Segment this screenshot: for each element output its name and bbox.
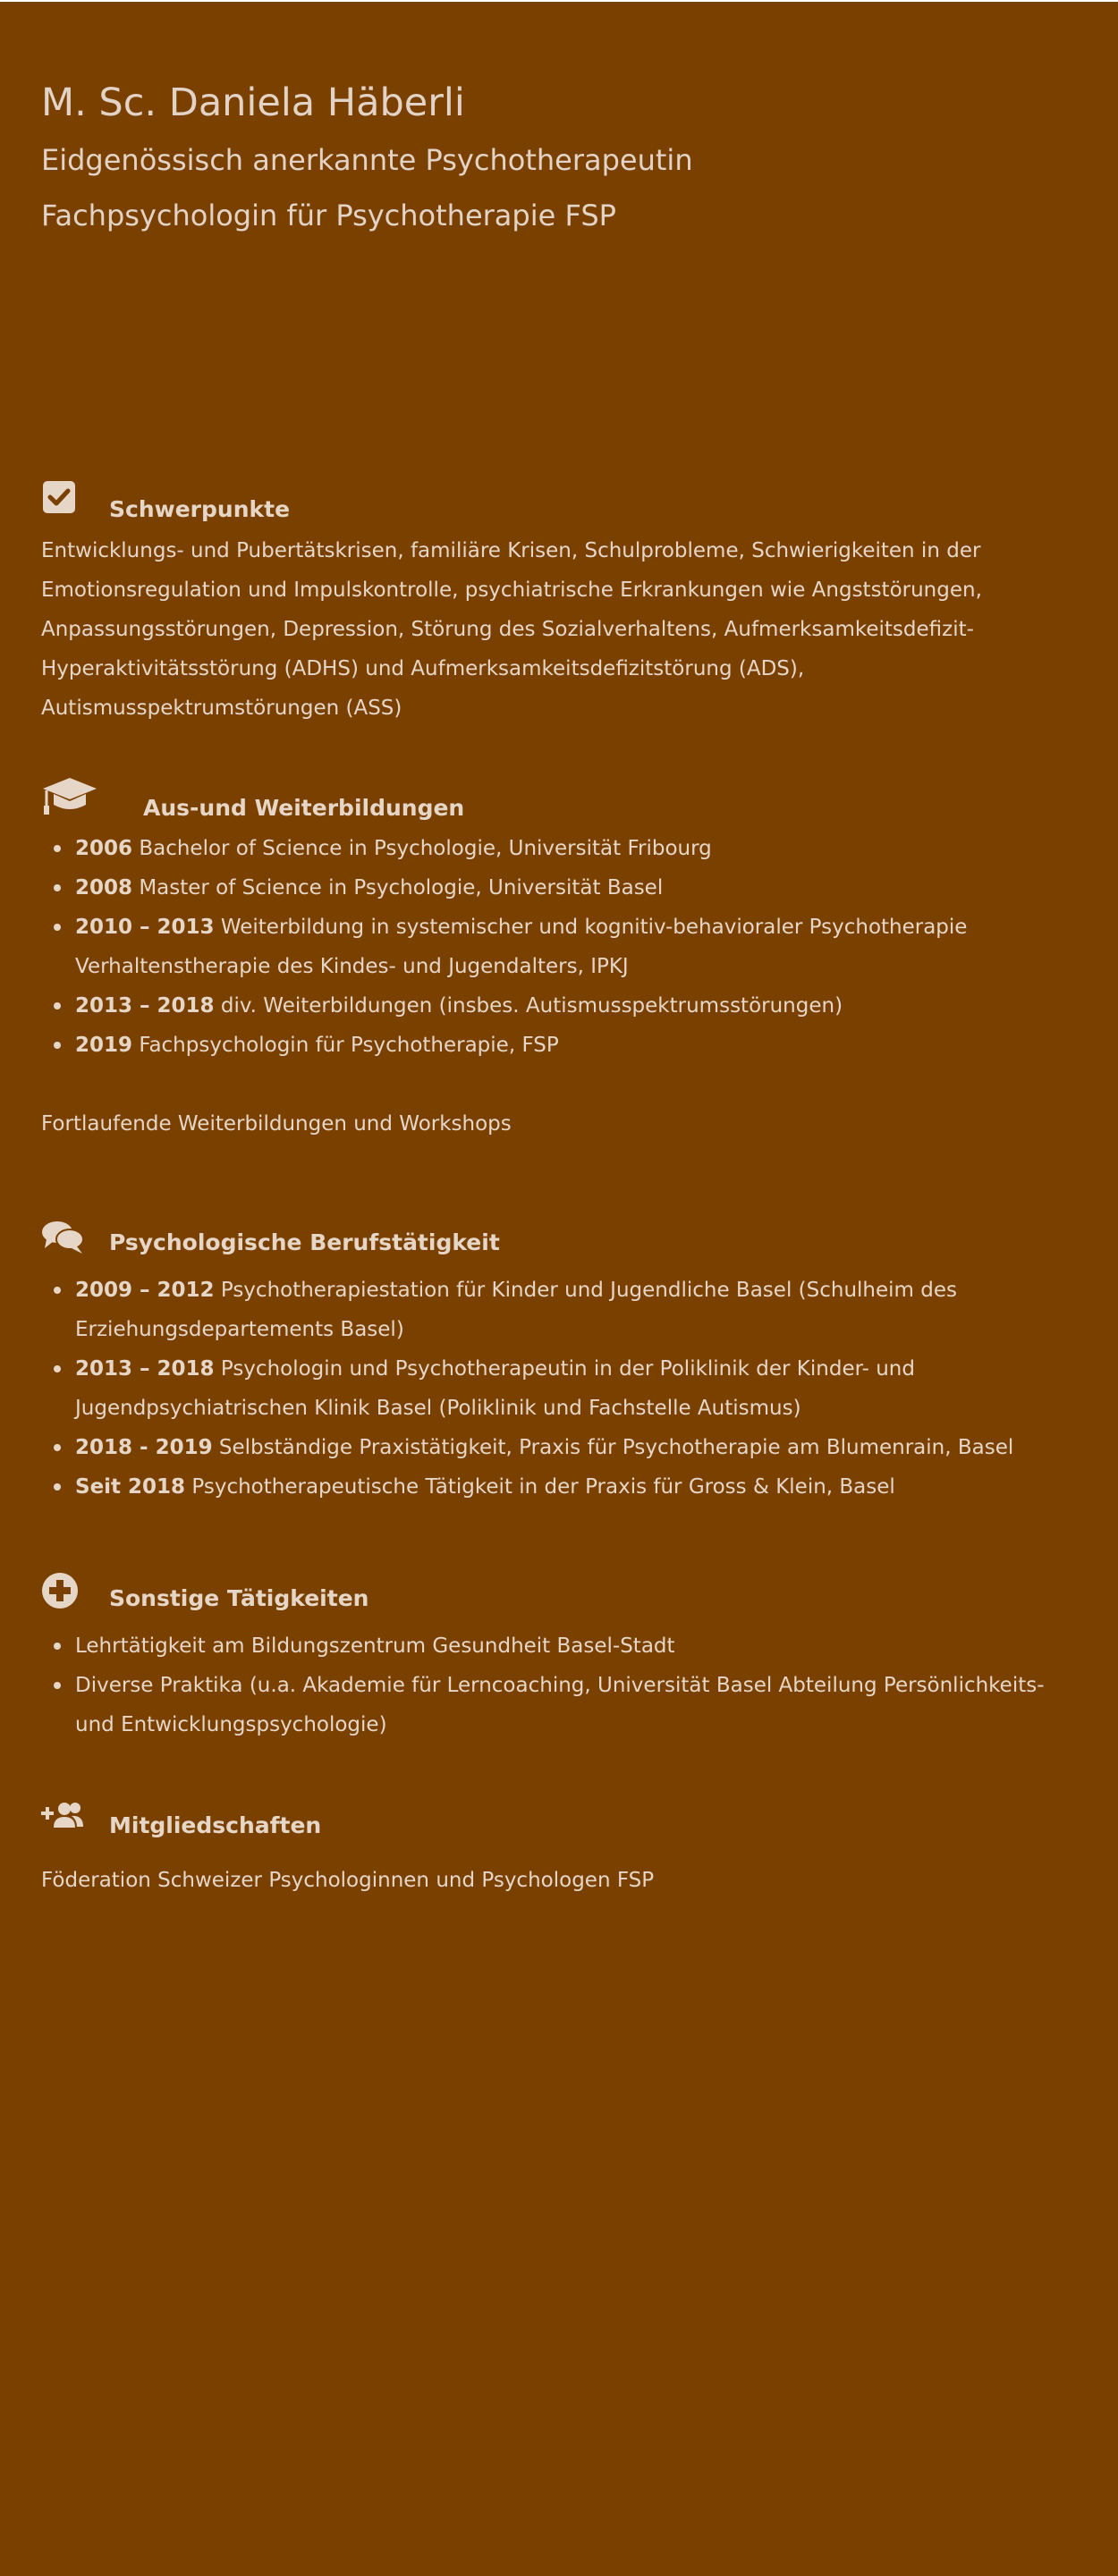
section-beruf — [41, 1220, 1079, 1507]
section-schwerpunkte — [41, 479, 1079, 728]
section-header — [41, 776, 1079, 821]
list-item — [75, 1026, 1079, 1065]
graduation-cap-icon — [41, 776, 98, 817]
list-item — [75, 1349, 1079, 1428]
ausbildung-footer: Fortlaufende Weiterbildungen und Workshops — [41, 1112, 512, 1136]
item-year: Seit 2018 — [75, 1475, 186, 1499]
profile-header — [41, 77, 1070, 234]
sonstige-list — [41, 1626, 1079, 1744]
list-item — [75, 1428, 1079, 1467]
item-year: 2008 — [75, 876, 133, 899]
section-title: Psychologische Berufstätigkeit — [109, 1229, 500, 1255]
chat-bubbles-icon — [41, 1220, 84, 1255]
section-header — [41, 479, 1079, 524]
list-item — [75, 986, 1079, 1026]
item-text: Master of Science in Psychologie, Universität Basel — [132, 876, 664, 899]
section-header — [41, 1572, 1079, 1617]
item-text: Selbständige Praxistätigkeit, Praxis für Psychotherapie am Blumenrain, Basel — [212, 1436, 1014, 1459]
person-name: M. Sc. Daniela Häberli — [41, 80, 465, 125]
list-item — [75, 1467, 1079, 1507]
section-title: Aus-und Weiterbildungen — [143, 795, 465, 821]
beruf-list — [41, 1271, 1079, 1507]
schwerpunkte-text: Entwicklungs- und Pubertätskrisen, familiäre Krisen, Schulprobleme, Schwierigkeiten in der Emotionsregulation und Impulskontrolle, psychiatrische Erkrankungen wie Angststörungen, Anpassungsstörungen, Depression, Störung des Sozialverhaltens, Aufmerksamkeitsdefizit-Hyperaktivitätsstörung (ADHS) und Aufmerksamkeitsdefizitstörung (ADS), Autismusspektrumstörungen (ASS) — [41, 539, 982, 720]
list-item — [75, 829, 1079, 868]
mitglied-text: Föderation Schweizer Psychologinnen und Psychologen FSP — [41, 1869, 655, 1892]
title-psychotherapist: Eidgenössisch anerkannte Psychotherapeutin — [41, 143, 693, 177]
item-year: 2009 – 2012 — [75, 1279, 215, 1302]
section-title: Sonstige Tätigkeiten — [109, 1585, 369, 1611]
section-header — [41, 1801, 1079, 1845]
section-title: Mitgliedschaften — [109, 1812, 322, 1838]
list-item: Lehrtätigkeit am Bildungszentrum Gesundheit Basel-Stadt — [75, 1626, 1079, 1666]
plus-circle-icon — [41, 1572, 79, 1609]
list-item: Diverse Praktika (u.a. Akademie für Lerncoaching, Universität Basel Abteilung Persönlichkeits- und Entwicklungspsychologie) — [75, 1666, 1079, 1744]
item-year: 2013 – 2018 — [75, 1357, 215, 1381]
item-text: div. Weiterbildungen (insbes. Autismusspektrumsstörungen) — [214, 994, 843, 1018]
title-fsp: Fachpsychologin für Psychotherapie FSP — [41, 198, 616, 232]
item-text: Psychologin und Psychotherapeutin in der Poliklinik der Kinder- und Jugendpsychiatrischen Klinik Basel (Poliklinik und Fachstelle Autismus) — [75, 1357, 915, 1420]
item-year: 2010 – 2013 — [75, 916, 215, 939]
user-plus-icon — [41, 1801, 84, 1831]
list-item — [75, 908, 1079, 986]
item-text: Psychotherapeutische Tätigkeit in der Praxis für Gross & Klein, Basel — [185, 1475, 895, 1499]
ausbildung-list — [41, 829, 1079, 1065]
checkbox-icon — [41, 479, 77, 515]
section-ausbildung — [41, 776, 1079, 1144]
list-item — [75, 868, 1079, 908]
section-mitglied — [41, 1801, 1079, 1900]
section-header — [41, 1220, 1079, 1264]
section-title: Schwerpunkte — [109, 496, 291, 522]
list-item — [75, 1271, 1079, 1349]
item-text: Bachelor of Science in Psychologie, Universität Fribourg — [132, 837, 712, 860]
item-year: 2018 - 2019 — [75, 1436, 213, 1459]
item-year: 2006 — [75, 837, 133, 860]
item-text: Weiterbildung in systemischer und kognitiv-behavioraler Psychotherapie Verhaltenstherapie des Kindes- und Jugendalters, IPKJ — [75, 916, 968, 978]
item-text: Fachpsychologin für Psychotherapie, FSP — [132, 1034, 559, 1057]
item-year: 2013 – 2018 — [75, 994, 215, 1018]
item-text: Psychotherapiestation für Kinder und Jugendliche Basel (Schulheim des Erziehungsdepartements Basel) — [75, 1279, 957, 1341]
section-sonstige — [41, 1572, 1079, 1744]
item-year: 2019 — [75, 1034, 133, 1057]
